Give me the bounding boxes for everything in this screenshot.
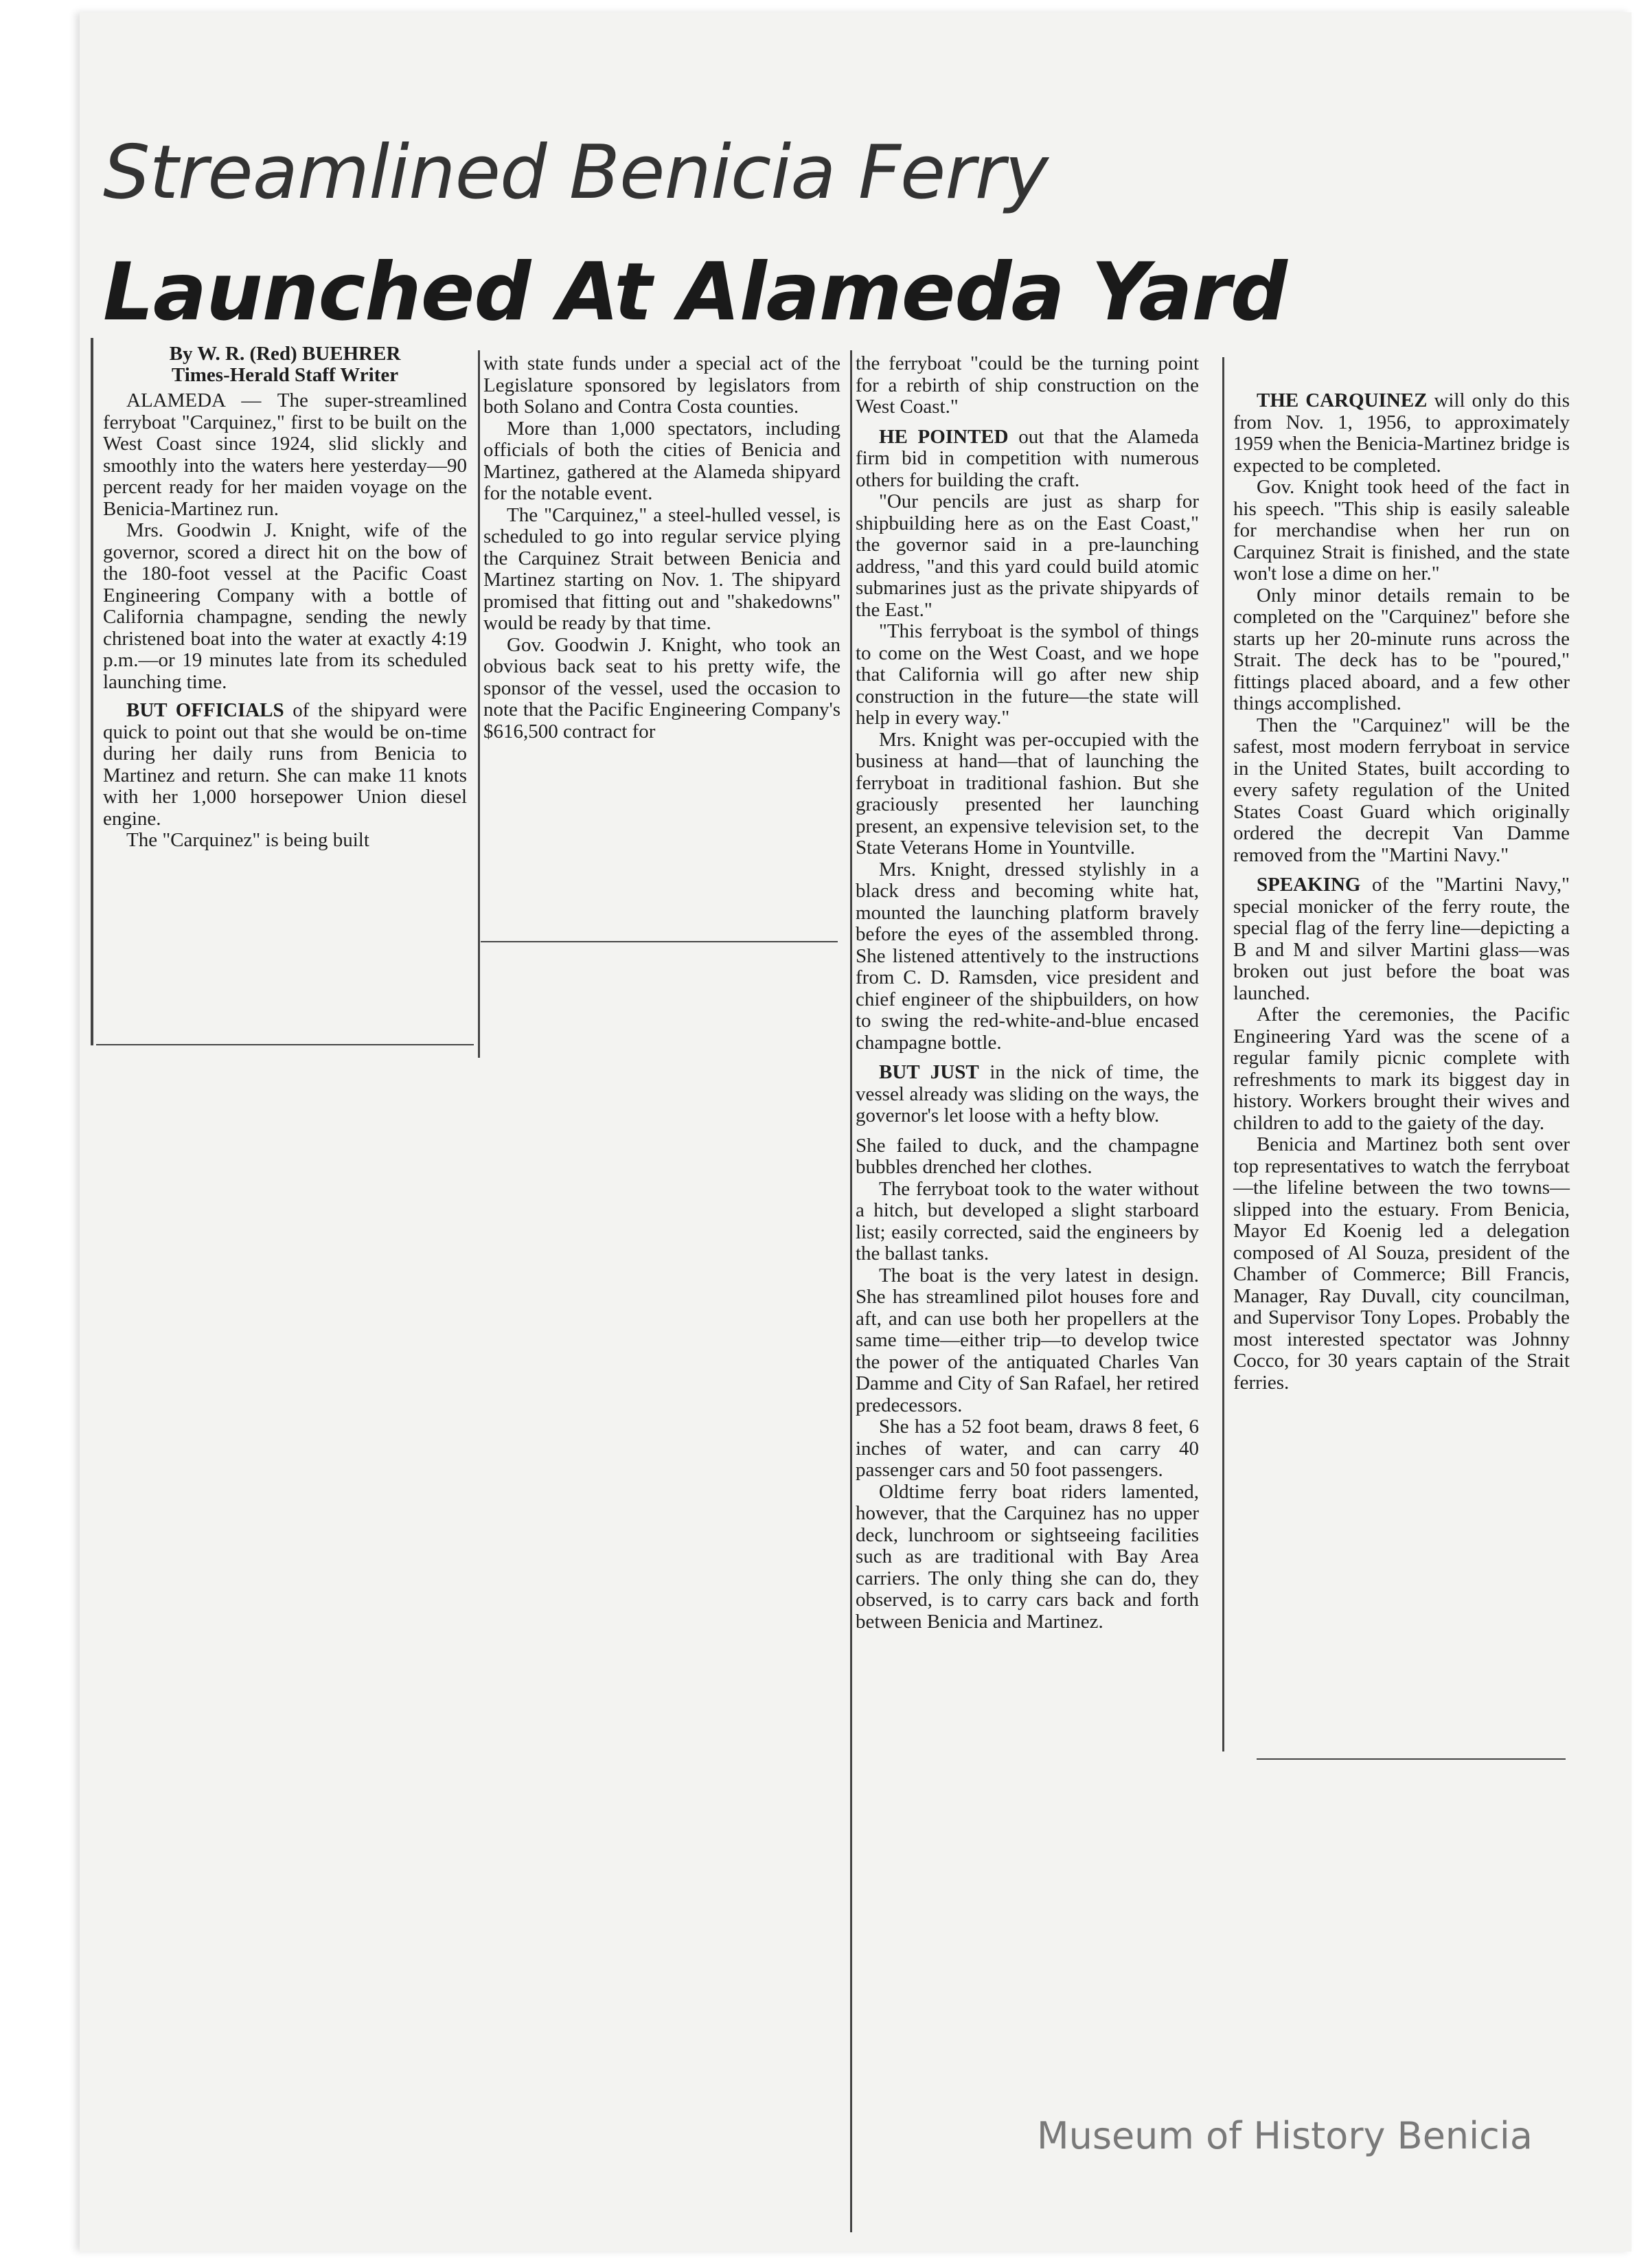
column-rule (91, 338, 93, 1045)
column-rule (478, 350, 480, 1058)
paragraph: BUT JUST in the nick of time, the vessel already was sliding on the ways, the governor's let loose with a hefty blow. (856, 1061, 1199, 1126)
paragraph: More than 1,000 spectators, including officials of both the cities of Benicia and Martinez, gathered at the Alameda shipyard for the notable event. (483, 417, 840, 504)
column-rule (1222, 357, 1224, 1751)
paragraph: Gov. Knight took heed of the fact in his speech. "This ship is easily saleable for merchandise when her run on Carquinez Strait is finished, and the state won't lose a dime on her." (1233, 476, 1570, 585)
paragraph: "Our pencils are just as sharp for shipbuilding here as on the East Coast," the governor said in a pre-launching address, "and this yard could build atomic submarines just as the private shipyards of the East." (856, 490, 1199, 621)
paragraph: Oldtime ferry boat riders lamented, however, that the Carquinez has no upper deck, lunchroom or sightseeing facilities such as are traditional with Bay Area carriers. The only thing she can do, they observed, is to carry cars back and forth between Benicia and Martinez. (856, 1480, 1199, 1633)
paragraph: HE POINTED out that the Alameda firm bid in competition with numerous others for building the craft. (856, 425, 1200, 491)
article-column-2 (483, 353, 840, 742)
paragraph-lead: THE CARQUINEZ (1257, 389, 1428, 411)
paragraph-lead: BUT OFFICIALS (126, 699, 284, 721)
headline-line-1: Streamlined Benicia Ferry (103, 130, 1049, 216)
paragraph: She failed to duck, and the champagne bubbles drenched her clothes. (856, 1134, 1199, 1178)
paragraph: Mrs. Knight was per-occupied with the business at hand—that of launching the ferryboat in traditional fashion. But she graciously presented her launching present, an expensive television set, to the State Veterans Home in Yountville. (856, 728, 1199, 859)
byline-role: Times-Herald Staff Writer (171, 364, 399, 386)
paragraph-lead: SPEAKING (1257, 874, 1361, 896)
paragraph: with state funds under a special act of the Legislature sponsored by legislators from both Solano and Contra Costa counties. (483, 352, 840, 418)
paragraph: Then the "Carquinez" will be the safest, most modern ferryboat in service in the United States, built according to every safety regulation of the United States Coast Guard which originally ordered the decrepit Van Damme removed from the "Martini Navy." (1233, 714, 1570, 866)
paragraph: Mrs. Goodwin J. Knight, wife of the governor, scored a direct hit on the bow of the 180-foot vessel at the Pacific Coast Engineering Company with a bottle of California champagne, sending the newly christened boat into the water at exactly 4:19 p.m.—or 19 minutes late from its scheduled launching time. (103, 519, 467, 693)
column-end-rule (1257, 1758, 1566, 1760)
paragraph: The ferryboat took to the water without a hitch, but developed a slight starboard list; easily corrected, said the engineers by the ballast tanks. (856, 1177, 1199, 1265)
article-column-1 (103, 343, 467, 852)
paragraph: After the ceremonies, the Pacific Engineering Yard was the scene of a regular family picnic complete with refreshments to mark its biggest day in history. Workers brought their wives and children to add to the gaiety of the day. (1233, 1003, 1570, 1134)
paragraph: Gov. Goodwin J. Knight, who took an obvious back seat to his pretty wife, the sponsor of the vessel, used the occasion to note that the Pacific Engineering Company's $616,500 contract for (483, 633, 840, 742)
paragraph: BUT OFFICIALS of the shipyard were quick to point out that she would be on-time during her daily runs from Benicia to Martinez and return. She can make 11 knots with her 1,000 horsepower Union diesel engine. (103, 699, 467, 830)
column-end-rule (481, 941, 838, 942)
paragraph-lead: HE POINTED (879, 425, 1009, 448)
paragraph: The "Carquinez," a steel-hulled vessel, is scheduled to go into regular service plying the Carquinez Strait between Benicia and Martinez starting on Nov. 1. The shipyard promised that fitting out and "shakedowns" would be ready by that time. (483, 503, 840, 634)
paragraph: the ferryboat "could be the turning point for a rebirth of ship construction on the West Coast." (856, 352, 1199, 418)
column-rule (850, 350, 852, 2232)
headline-line-2: Launched At Alameda Yard (103, 246, 1287, 339)
paragraph: Mrs. Knight, dressed stylishly in a black dress and becoming white hat, mounted the launching platform bravely before the eyes of the assembled throng. She listened attentively to the instructions from C. D. Ramsden, vice president and chief engineer of the shipbuilders, on how to swing the red-white-and-blue encased champagne bottle. (856, 858, 1199, 1054)
paragraph-lead: BUT JUST (879, 1061, 979, 1083)
paragraph: The "Carquinez" is being built (126, 829, 369, 851)
paragraph: SPEAKING of the "Martini Navy," special monicker of the ferry route, the special flag of the ferry line—depicting a B and M and silver Martini glass—was broken out just before the boat was launched. (1233, 874, 1570, 1004)
article-column-3 (856, 353, 1199, 1633)
paragraph: Benicia and Martinez both sent over top representatives to watch the ferryboat—the lifeline between the two towns—slipped into the estuary. From Benicia, Mayor Ed Koenig led a delegation composed of Al Souza, president of the Chamber of Commerce; Bill Francis, Manager, Ray Duvall, city councilman, and Supervisor Tony Lopes. Probably the most interested spectator was Johnny Cocco, for 30 years captain of the Strait ferries. (1233, 1133, 1570, 1394)
article-column-4 (1233, 390, 1570, 1394)
paragraph: ALAMEDA — The super-streamlined ferryboat "Carquinez," first to be built on the West Coast since 1924, slid slickly and smoothly into the waters here yesterday—90 percent ready for her maiden voyage on the Benicia-Martinez run. (103, 389, 467, 520)
paragraph: "This ferryboat is the symbol of things to come on the West Coast, and we hope that California will go after new ship construction in the future—the state will help in every way." (856, 620, 1199, 729)
paragraph: Only minor details remain to be completed on the "Carquinez" before she starts up her 20-minute runs across the Strait. The deck has to be "poured," fittings placed aboard, and a few other things accomplished. (1233, 584, 1570, 714)
column-end-rule (96, 1044, 474, 1045)
museum-watermark: Museum of History Benicia (1037, 2114, 1533, 2157)
paragraph: THE CARQUINEZ will only do this from Nov. 1, 1956, to approximately 1959 when the Benicia-Martinez bridge is expected to be completed. (1233, 389, 1570, 477)
paragraph: The boat is the very latest in design. She has streamlined pilot houses fore and aft, and can use both her propellers at the same time—either trip—to develop twice the power of the antiquated Charles Van Damme and City of San Rafael, her retired predecessors. (856, 1264, 1199, 1416)
byline-author: By W. R. (Red) BUEHRER (169, 343, 401, 365)
paragraph: She has a 52 foot beam, draws 8 feet, 6 inches of water, and can carry 40 passenger cars and 50 foot passengers. (856, 1416, 1199, 1481)
